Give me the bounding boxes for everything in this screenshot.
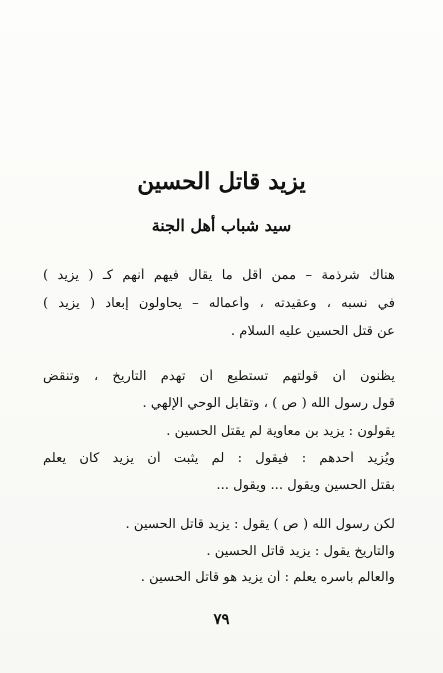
paragraph-2-line-4: ويُزيد أحدهم : فيقول : لم يثبت أن يزيد كان يعلم <box>43 451 395 466</box>
paragraph-1-line-2: في نسبه ، وعقيدته ، وأعماله – يحاولون إبعاد ( يزيد ) <box>43 296 395 311</box>
paragraph-2-line-1: يظنون أن قولتهم تستطيع أن تهدم التاريخ ، وتنقض <box>43 369 395 384</box>
page-title: يزيد قاتل الحسين <box>137 168 306 195</box>
page-subtitle: سيد شباب أهل الجنة <box>151 216 292 235</box>
paragraph-3-line-2: والتاريخ يقول : يزيد قاتل الحسين . <box>206 544 395 559</box>
paragraph-2-line-3: يقولون : يزيد بن معاوية لم يقتل الحسين . <box>166 424 395 439</box>
paragraph-3-line-3: والعالم بأسره يعلم : أن يزيد هو قاتل الحسين . <box>140 570 395 585</box>
paragraph-3-line-1: لكن رسول الله ( ص ) يقول : يزيد قاتل الحسين . <box>125 517 395 532</box>
paragraph-1-line-1: هناك شرذمة – ممن أقل ما يقال فيهم أنهم كـ ( يزيد ) <box>43 268 395 283</box>
paragraph-2-line-2: قول رسول الله ( ص ) ، وتقابل الوحي الإلهي . <box>142 396 395 411</box>
page-number: ٧٩ <box>213 610 230 628</box>
paragraph-2-line-5: بقتل الحسين ويقول ... ويقول ... <box>216 478 395 493</box>
paragraph-1-line-3: عن قتل الحسين عليه السلام . <box>230 324 395 339</box>
